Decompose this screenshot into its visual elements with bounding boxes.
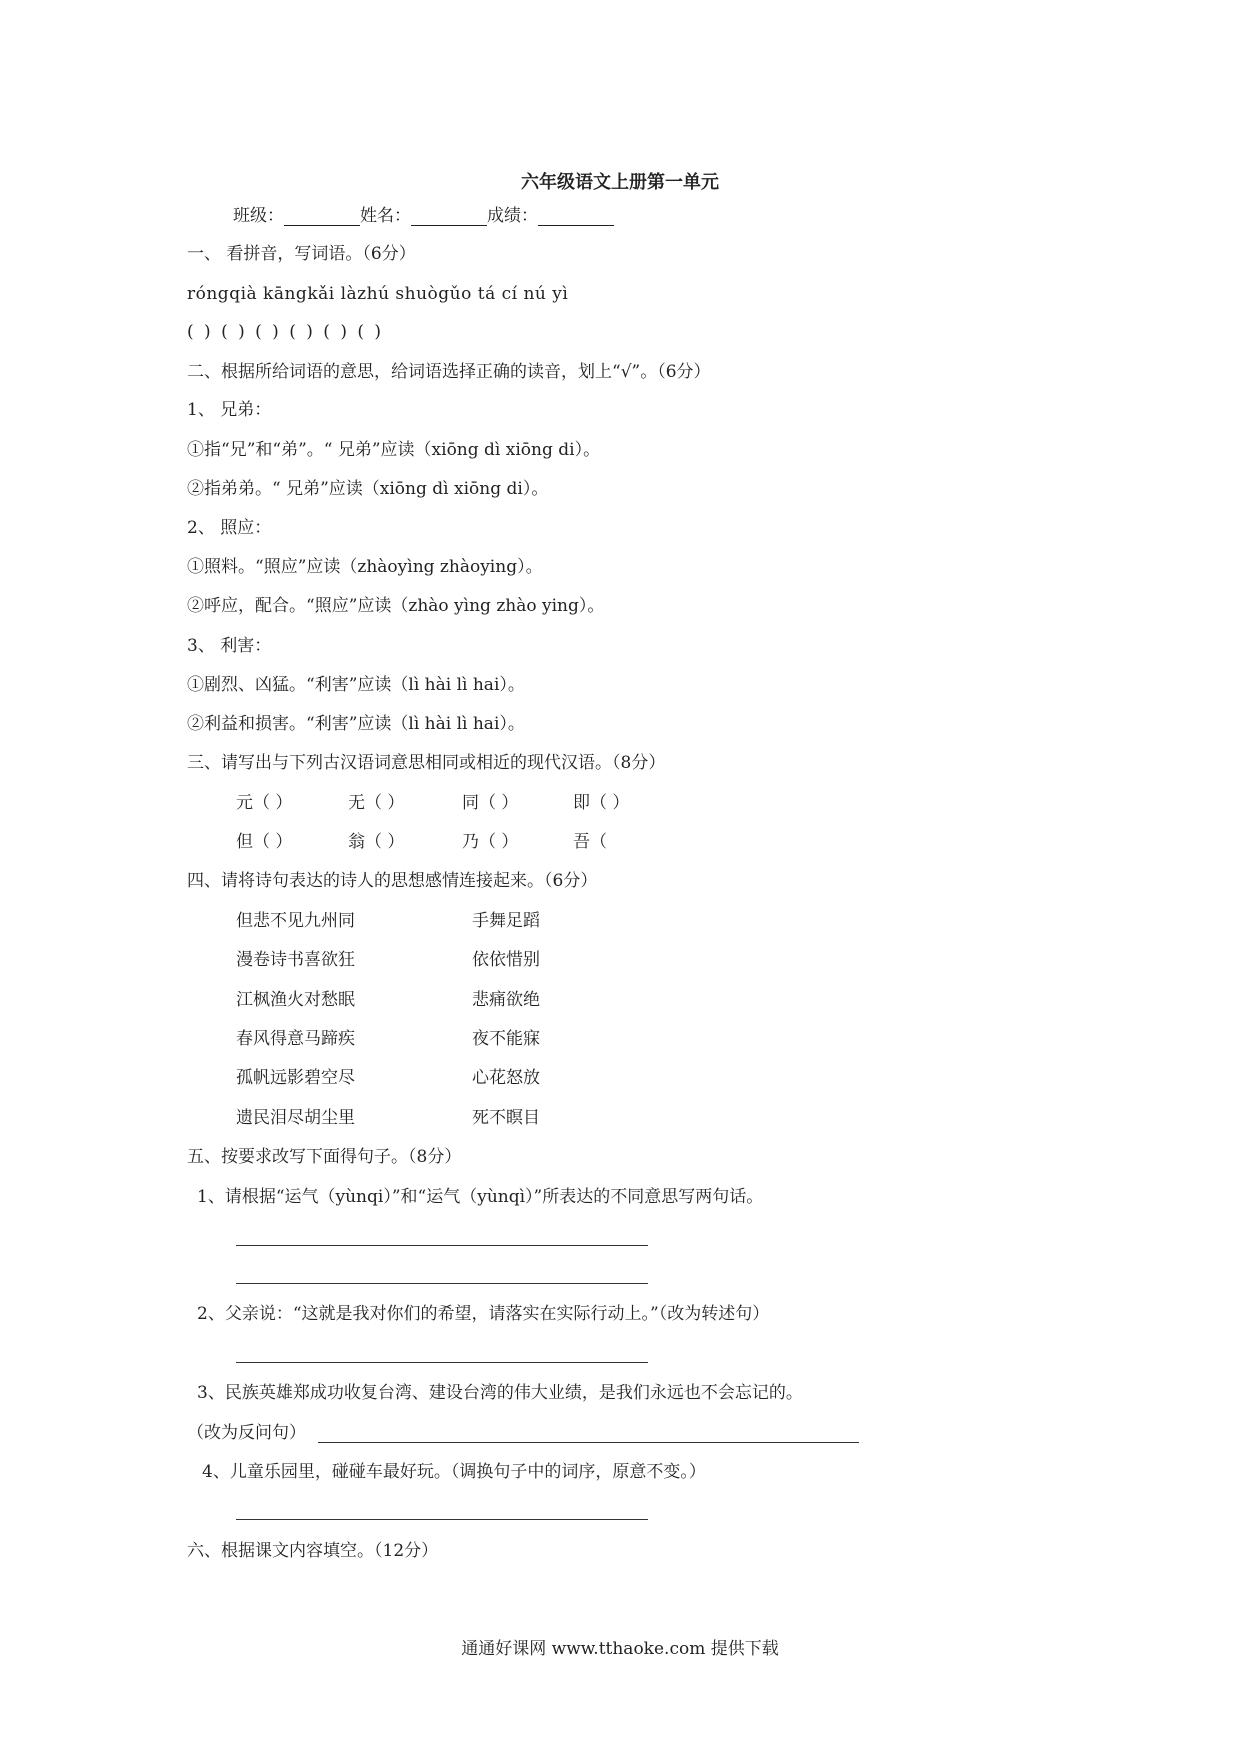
section-3-word-4[interactable]: 即（ ） — [573, 793, 630, 813]
page-footer: 通通好课网 www.tthaoke.com 提供下载 — [461, 1639, 779, 1659]
section-2-item-2-b[interactable]: ②呼应，配合。“照应”应读（zhào yìng zhào ying）。 — [187, 596, 605, 616]
name-blank[interactable] — [411, 207, 487, 226]
section-2-item-3-a[interactable]: ①剧烈、凶猛。“利害”应读（lì hài lì hai）。 — [187, 675, 525, 695]
section-1-heading: 一、 看拼音，写词语。（6分） — [187, 244, 416, 264]
section-5-q3: 3、民族英雄郑成功收复台湾、建设台湾的伟大业绩，是我们永远也不会忘记的。 — [197, 1383, 803, 1403]
q2-answer-line[interactable] — [236, 1362, 648, 1363]
section-2-item-3-head: 3、 利害： — [187, 636, 272, 656]
section-5-q4: 4、儿童乐园里，碰碰车最好玩。（调换句子中的词序，原意不变。） — [202, 1462, 706, 1482]
section-2-heading: 二、根据所给词语的意思，给词语选择正确的读音，划上“√”。（6分） — [187, 362, 711, 382]
poem-line-5[interactable]: 孤帆远影碧空尽 — [236, 1068, 355, 1088]
section-1-pinyin: róngqià kāngkǎi làzhú shuògǔo tá cí nú yì — [187, 284, 569, 304]
section-2-item-1-a[interactable]: ①指“兄”和“弟”。“ 兄弟”应读（xiōng dì xiōng di）。 — [187, 440, 601, 460]
section-5-q1: 1、请根据“运气（yùnqi）”和“运气（yùnqì）”所表达的不同意思写两句话。 — [197, 1187, 764, 1207]
section-2-item-1-head: 1、 兄弟： — [187, 400, 272, 420]
section-3-word-6[interactable]: 翁（ ） — [348, 832, 405, 852]
score-label: 成绩： — [487, 206, 538, 226]
emotion-6[interactable]: 死不瞑目 — [472, 1108, 540, 1128]
emotion-2[interactable]: 依依惜别 — [472, 950, 540, 970]
section-3-word-5[interactable]: 但（ ） — [236, 832, 293, 852]
section-3-word-8[interactable]: 吾（ — [573, 832, 607, 852]
page-title: 六年级语文上册第一单元 — [521, 172, 719, 193]
name-label: 姓名： — [360, 206, 411, 226]
class-label: 班级： — [233, 206, 284, 226]
section-3-word-1[interactable]: 元（ ） — [236, 793, 293, 813]
section-5-q2: 2、父亲说：“这就是我对你们的希望，请落实在实际行动上。”（改为转述句） — [197, 1304, 770, 1324]
section-2-item-2-head: 2、 照应： — [187, 518, 272, 538]
poem-line-1[interactable]: 但悲不见九州同 — [236, 911, 355, 931]
section-3-word-3[interactable]: 同（ ） — [462, 793, 519, 813]
poem-line-2[interactable]: 漫卷诗书喜欲狂 — [236, 950, 355, 970]
section-2-item-1-b[interactable]: ②指弟弟。“ 兄弟”应读（xiōng dì xiōng di）。 — [187, 479, 549, 499]
q4-answer-line[interactable] — [236, 1519, 648, 1520]
emotion-3[interactable]: 悲痛欲绝 — [472, 990, 540, 1010]
emotion-5[interactable]: 心花怒放 — [472, 1068, 540, 1088]
poem-line-4[interactable]: 春风得意马蹄疾 — [236, 1029, 355, 1049]
section-6-heading: 六、根据课文内容填空。（12分） — [187, 1541, 439, 1561]
q1-answer-line-2[interactable] — [236, 1283, 648, 1284]
section-4-heading: 四、请将诗句表达的诗人的思想感情连接起来。（6分） — [187, 871, 598, 891]
score-blank[interactable] — [538, 207, 614, 226]
section-1-answer-brackets[interactable]: ( ) ( ) ( ) ( ) ( ) ( ) — [187, 322, 382, 342]
class-blank[interactable] — [284, 207, 360, 226]
section-2-item-2-a[interactable]: ①照料。“照应”应读（zhàoyìng zhàoying）。 — [187, 557, 543, 577]
section-3-heading: 三、请写出与下列古汉语词意思相同或相近的现代汉语。（8分） — [187, 753, 666, 773]
section-5-heading: 五、按要求改写下面得句子。（8分） — [187, 1147, 462, 1167]
poem-line-6[interactable]: 遗民泪尽胡尘里 — [236, 1108, 355, 1128]
q1-answer-line-1[interactable] — [236, 1245, 648, 1246]
section-3-word-2[interactable]: 无（ ） — [348, 793, 405, 813]
section-3-word-7[interactable]: 乃（ ） — [462, 832, 519, 852]
poem-line-3[interactable]: 江枫渔火对愁眠 — [236, 990, 355, 1010]
section-2-item-3-b[interactable]: ②利益和损害。“利害”应读（lì hài lì hai）。 — [187, 714, 525, 734]
emotion-4[interactable]: 夜不能寐 — [472, 1029, 540, 1049]
emotion-1[interactable]: 手舞足蹈 — [472, 911, 540, 931]
q3-answer-line[interactable] — [318, 1442, 859, 1443]
section-5-q3-hint: （改为反问句） — [187, 1423, 306, 1443]
student-info-row — [233, 206, 614, 226]
